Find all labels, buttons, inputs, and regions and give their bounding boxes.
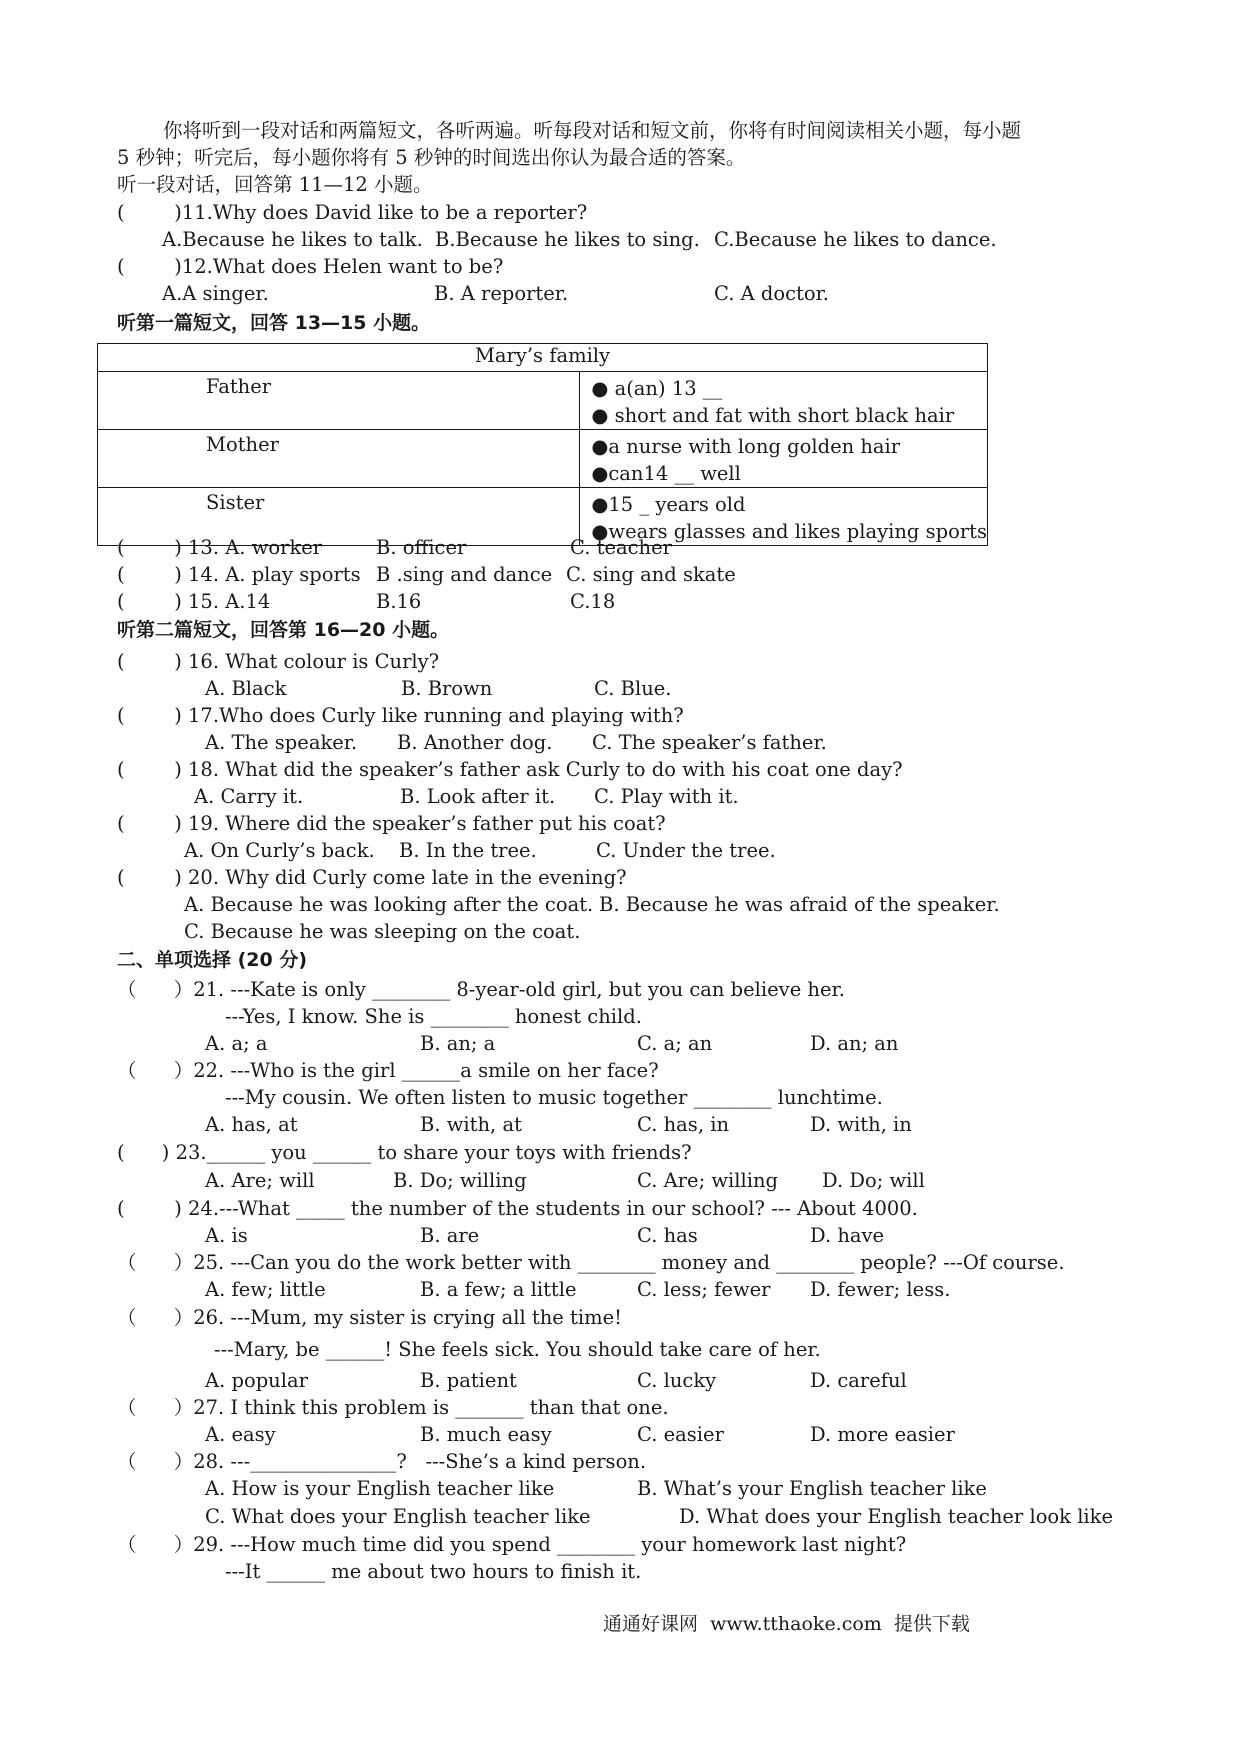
question-16-option-c: C. Blue. [594, 677, 672, 700]
row-description [580, 430, 988, 488]
question-29-stem: （ ）29. ---How much time did you spend ________ your homework last night? [117, 1533, 907, 1556]
question-18-option-c: C. Play with it. [594, 785, 739, 808]
question-18-option-b: B. Look after it. [400, 785, 556, 808]
question-23-option-c: C. Are; willing [637, 1169, 779, 1192]
question-29-stem-2: ---It ______ me about two hours to finish it. [225, 1560, 642, 1583]
question-28-stem: （ ）28. ---_______________? ---She’s a kind person. [117, 1450, 647, 1473]
dialogue-heading: 听一段对话，回答第 11—12 小题。 [117, 173, 433, 196]
question-25-option-c: C. less; fewer [637, 1278, 771, 1301]
question-27-option-d: D. more easier [810, 1423, 955, 1446]
question-28-option-b: B. What’s your English teacher like [637, 1477, 987, 1500]
question-21-stem: （ ）21. ---Kate is only ________ 8-year-old girl, but you can believe her. [117, 978, 845, 1001]
question-22-option-b: B. with, at [420, 1113, 522, 1136]
question-17-stem: ( ) 17.Who does Curly like running and playing with? [117, 704, 684, 727]
row-label: Father [98, 372, 580, 430]
question-23-option-d: D. Do; will [822, 1169, 925, 1192]
table-row-mother [98, 430, 988, 488]
question-26-stem: （ ）26. ---Mum, my sister is crying all the time! [117, 1306, 622, 1329]
question-19-option-a: A. On Curly’s back. [184, 839, 375, 862]
question-28-option-c: C. What does your English teacher like [205, 1505, 591, 1528]
question-21-option-b: B. an; a [420, 1032, 496, 1055]
question-24-option-d: D. have [810, 1224, 885, 1247]
question-11-stem: ( )11.Why does David like to be a reporter? [117, 201, 588, 224]
question-25-option-b: B. a few; a little [420, 1278, 577, 1301]
question-27-option-a: A. easy [205, 1423, 276, 1446]
question-12-stem: ( )12.What does Helen want to be? [117, 255, 504, 278]
question-27-option-c: C. easier [637, 1423, 724, 1446]
question-23-option-a: A. Are; will [205, 1169, 315, 1192]
question-28-option-a: A. How is your English teacher like [205, 1477, 555, 1500]
question-22-option-c: C. has, in [637, 1113, 730, 1136]
instructions-line-1: 你将听到一段对话和两篇短文，各听两遍。听每段对话和短文前，你将有时间阅读相关小题，每小题 [163, 119, 1022, 142]
question-15-option-c: C.18 [570, 590, 616, 613]
question-27-option-b: B. much easy [420, 1423, 552, 1446]
question-24-option-b: B. are [420, 1224, 480, 1247]
question-18-stem: ( ) 18. What did the speaker’s father ask Curly to do with his coat one day? [117, 758, 903, 781]
question-26-option-c: C. lucky [637, 1369, 717, 1392]
question-14-option-b: B .sing and dance [376, 563, 553, 586]
question-19-option-b: B. In the tree. [399, 839, 537, 862]
question-16-option-a: A. Black [205, 677, 287, 700]
question-15-option-b: B.16 [376, 590, 422, 613]
question-17-option-b: B. Another dog. [397, 731, 553, 754]
question-14-stem: ( ) 14. A. play sports [117, 563, 361, 586]
question-25-option-d: D. fewer; less. [810, 1278, 951, 1301]
question-20-option-b: B. Because he was afraid of the speaker. [599, 893, 1000, 916]
question-21-stem-2: ---Yes, I know. She is ________ honest child. [225, 1005, 642, 1028]
question-12-option-b: B. A reporter. [434, 282, 569, 305]
passage-2-heading: 听第二篇短文，回答第 16—20 小题。 [117, 619, 450, 641]
question-15-stem: ( ) 15. A.14 [117, 590, 271, 613]
question-21-option-d: D. an; an [810, 1032, 899, 1055]
question-28-option-d: D. What does your English teacher look like [679, 1505, 1114, 1528]
table-title: Mary’s family [98, 344, 988, 372]
question-26-stem-2: ---Mary, be ______! She feels sick. You should take care of her. [214, 1338, 821, 1361]
question-27-stem: （ ）27. I think this problem is _______ than that one. [117, 1396, 669, 1419]
question-11-option-c: C.Because he likes to dance. [714, 228, 997, 251]
question-20-option-a: A. Because he was looking after the coat. [184, 893, 594, 916]
question-24-option-c: C. has [637, 1224, 698, 1247]
question-17-option-c: C. The speaker’s father. [592, 731, 827, 754]
question-25-stem: （ ）25. ---Can you do the work better with ________ money and ________ people? ---Of course. [117, 1251, 1065, 1274]
question-12-option-c: C. A doctor. [714, 282, 830, 305]
footer-credit: 通通好课网 www.tthaoke.com 提供下载 [603, 1613, 970, 1635]
instructions-line-2: 5 秒钟；听完后，每小题你将有 5 秒钟的时间选出你认为最合适的答案。 [117, 146, 746, 169]
table-row-father [98, 372, 988, 430]
question-13-option-c: C. teacher [570, 536, 672, 559]
row-description [580, 372, 988, 430]
question-25-option-a: A. few; little [205, 1278, 326, 1301]
question-26-option-b: B. patient [420, 1369, 517, 1392]
question-24-stem: ( ) 24.---What _____ the number of the students in our school? --- About 4000. [117, 1197, 918, 1220]
description-line: ●wears glasses and likes playing sports [591, 520, 987, 543]
question-14-option-c: C. sing and skate [566, 563, 736, 586]
question-19-option-c: C. Under the tree. [596, 839, 776, 862]
section-2-heading: 二、单项选择 (20 分) [117, 949, 308, 971]
description-line: ●15 _ years old [591, 493, 746, 516]
question-23-option-b: B. Do; willing [393, 1169, 527, 1192]
description-line: ● a(an) 13 __ [591, 377, 723, 400]
question-26-option-d: D. careful [810, 1369, 907, 1392]
description-line: ●can14 __ well [591, 462, 741, 485]
question-26-option-a: A. popular [205, 1369, 308, 1392]
question-24-option-a: A. is [205, 1224, 248, 1247]
question-22-stem: （ ）22. ---Who is the girl ______a smile on her face? [117, 1059, 659, 1082]
question-16-stem: ( ) 16. What colour is Curly? [117, 650, 440, 673]
question-23-stem: ( ) 23.______ you ______ to share your toys with friends? [117, 1141, 692, 1164]
passage-1-heading: 听第一篇短文，回答 13—15 小题。 [117, 312, 431, 334]
question-13-option-b: B. officer [376, 536, 467, 559]
row-label: Mother [98, 430, 580, 488]
question-22-option-a: A. has, at [205, 1113, 298, 1136]
description-line: ●a nurse with long golden hair [591, 435, 901, 458]
question-11-option-a: A.Because he likes to talk. [162, 228, 423, 251]
question-22-stem-2: ---My cousin. We often listen to music together ________ lunchtime. [225, 1086, 883, 1109]
description-line: ● short and fat with short black hair [591, 404, 955, 427]
question-13-stem: ( ) 13. A. worker [117, 536, 323, 559]
question-20-option-c: C. Because he was sleeping on the coat. [184, 920, 581, 943]
marys-family-table [97, 343, 988, 546]
question-19-stem: ( ) 19. Where did the speaker’s father put his coat? [117, 812, 666, 835]
question-16-option-b: B. Brown [401, 677, 493, 700]
question-11-option-b: B.Because he likes to sing. [435, 228, 700, 251]
row-label: Sister [98, 488, 580, 546]
question-21-option-a: A. a; a [205, 1032, 268, 1055]
question-22-option-d: D. with, in [810, 1113, 912, 1136]
question-21-option-c: C. a; an [637, 1032, 713, 1055]
question-20-stem: ( ) 20. Why did Curly come late in the evening? [117, 866, 627, 889]
question-18-option-a: A. Carry it. [194, 785, 304, 808]
question-17-option-a: A. The speaker. [205, 731, 358, 754]
question-12-option-a: A.A singer. [162, 282, 269, 305]
